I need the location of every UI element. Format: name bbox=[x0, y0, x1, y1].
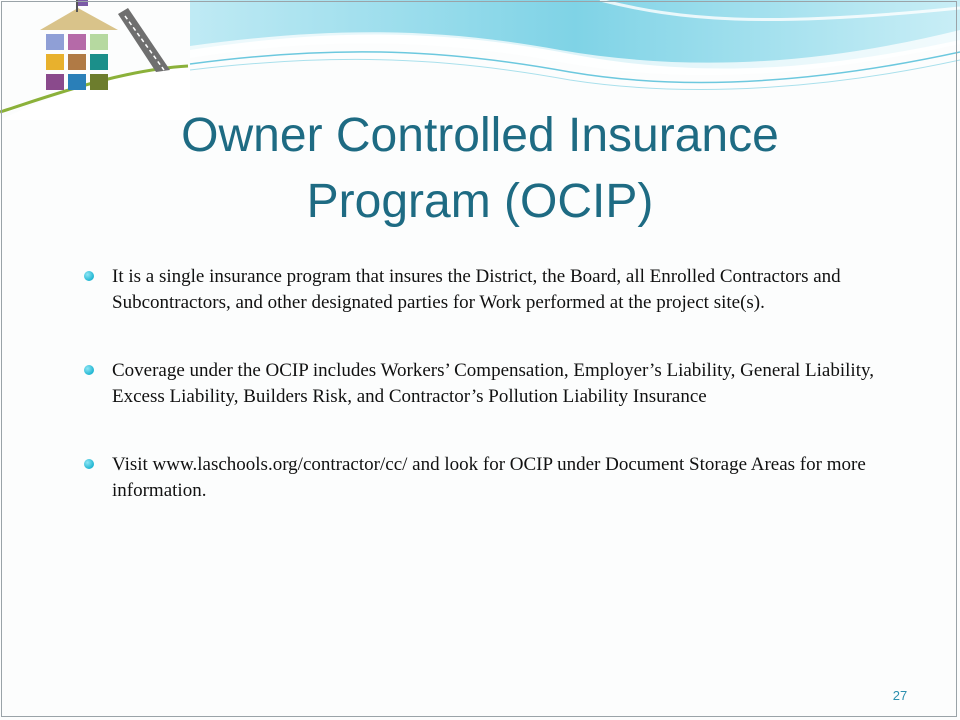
bullet-text: Coverage under the OCIP includes Workers’ Compensation, Employer’s Liability, General Liability, Excess Liability, Builders Risk, and Contractor’s Pollution Liability Insurance bbox=[112, 360, 874, 407]
page-number: 27 bbox=[892, 688, 908, 703]
school-building-logo bbox=[0, 0, 190, 120]
slide-title bbox=[0, 103, 960, 235]
slide-title-line-1: Owner Controlled Insurance bbox=[181, 109, 779, 162]
bullet-dot-icon bbox=[84, 459, 94, 469]
bullet-dot-icon bbox=[84, 365, 94, 375]
bullet-item bbox=[80, 452, 900, 504]
bullet-item bbox=[80, 264, 900, 316]
bullet-text: Visit www.laschools.org/contractor/cc/ and look for OCIP under Document Storage Areas for more information. bbox=[112, 454, 866, 501]
bullet-text: It is a single insurance program that insures the District, the Board, all Enrolled Contractors and Subcontractors, and other designated parties for Work performed at the project site(s). bbox=[112, 266, 841, 313]
slide-title-line-2: Program (OCIP) bbox=[306, 175, 654, 228]
bullet-item bbox=[80, 358, 900, 410]
bullet-list bbox=[80, 264, 900, 504]
bullet-dot-icon bbox=[84, 271, 94, 281]
